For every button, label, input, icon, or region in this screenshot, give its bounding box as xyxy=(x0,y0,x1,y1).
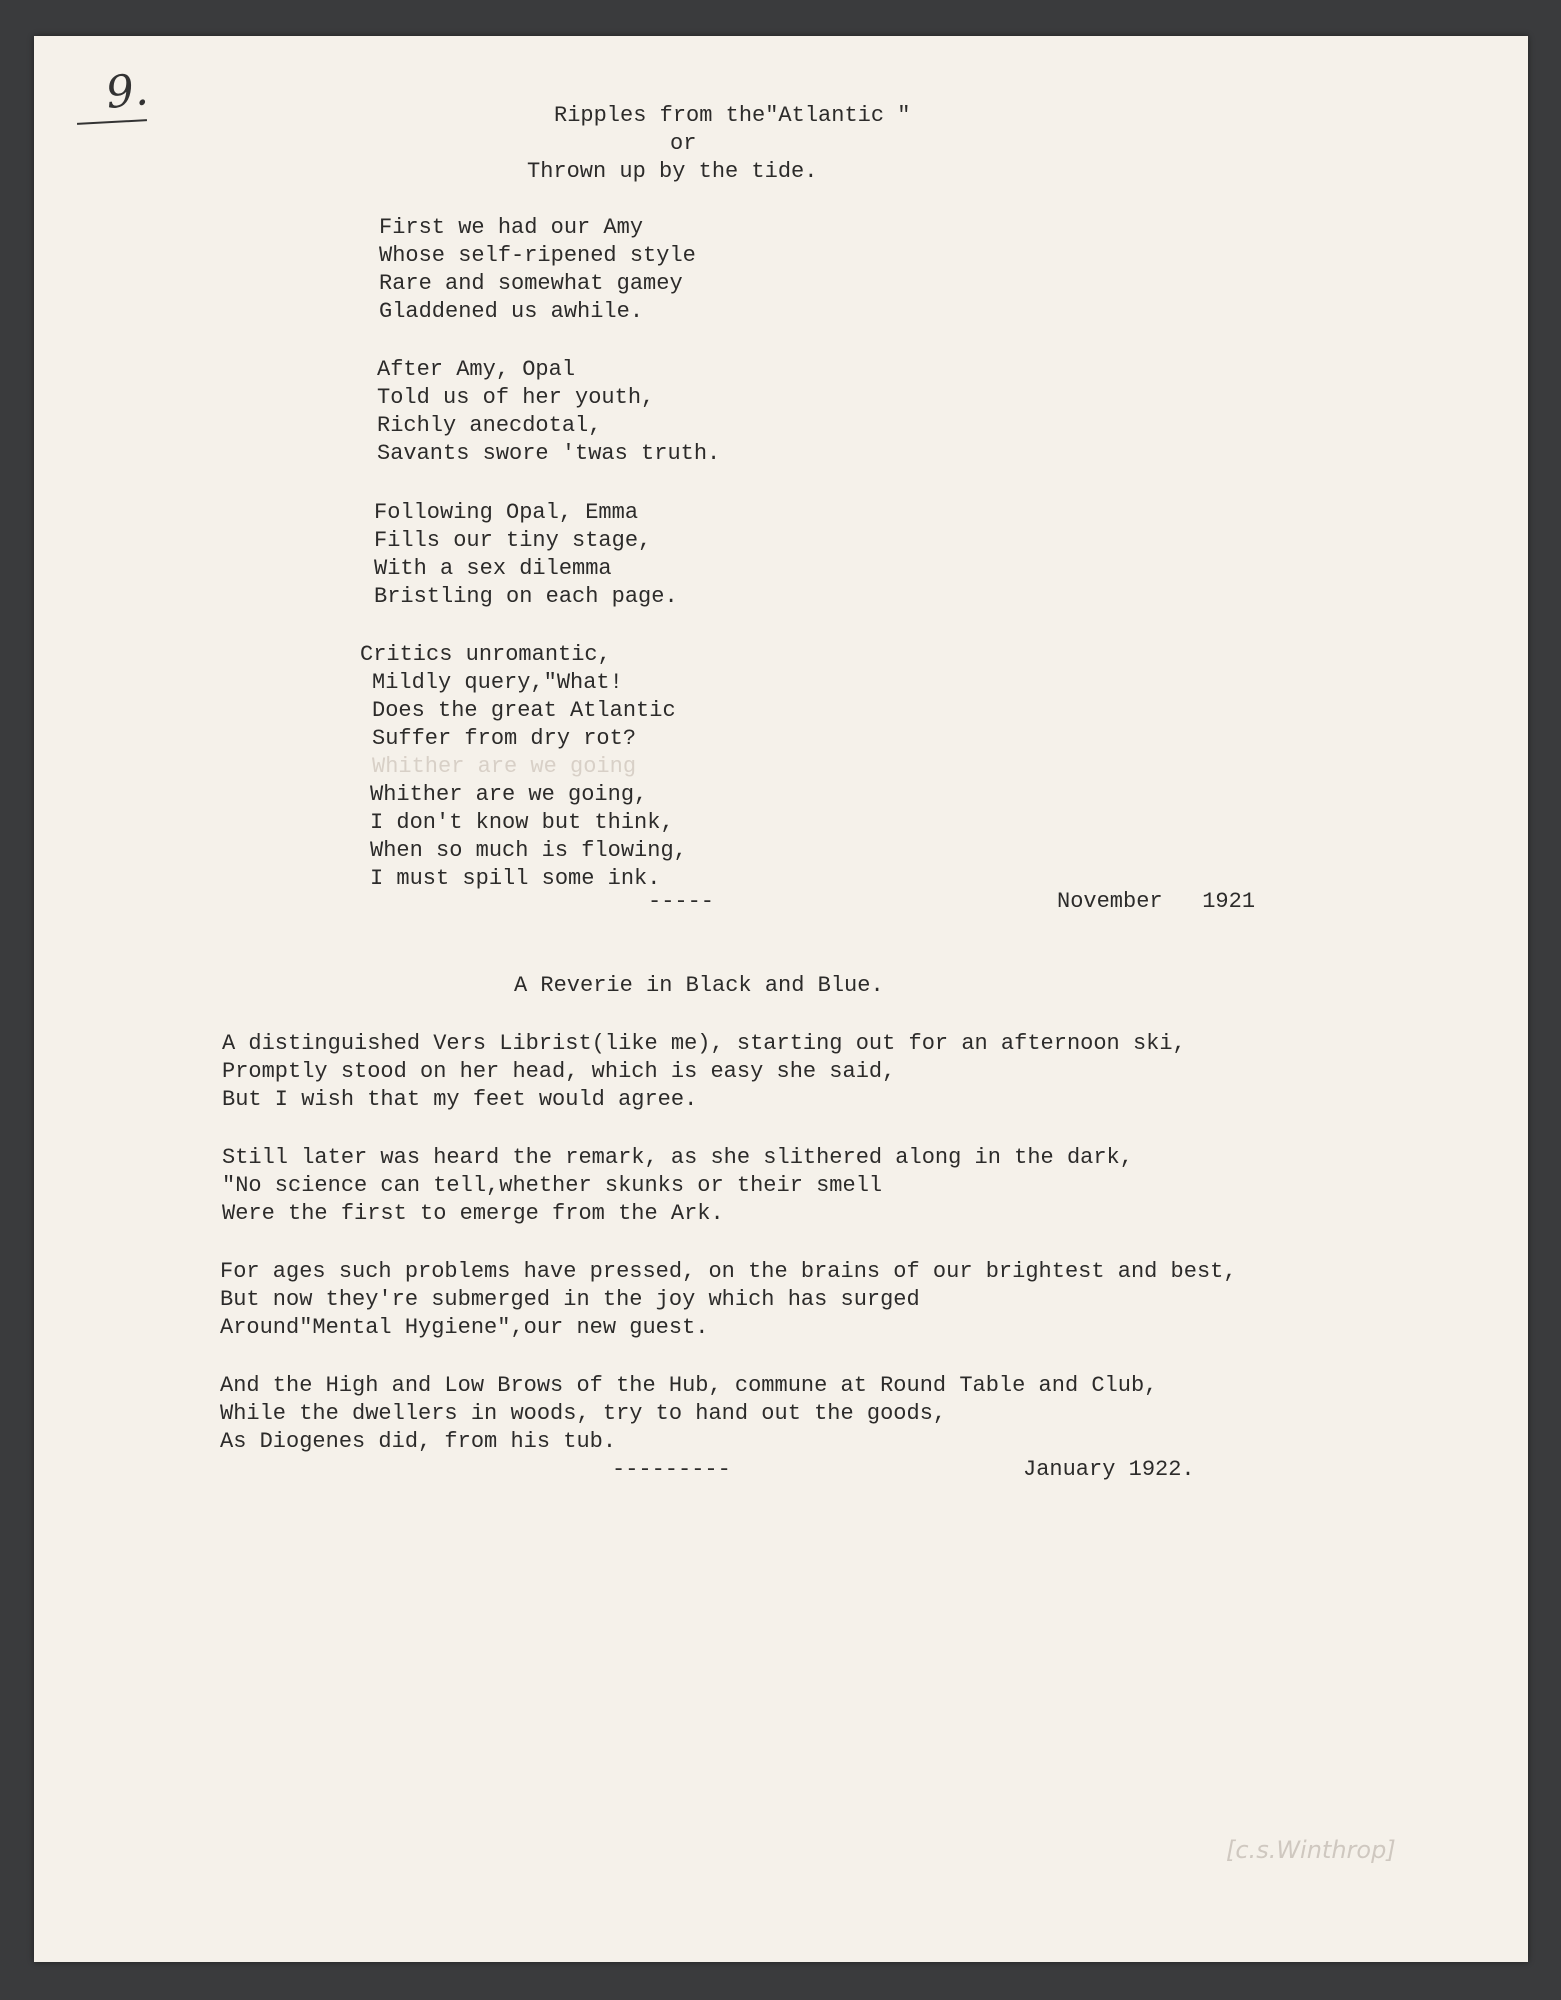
poem1-line: Suffer from dry rot? xyxy=(372,726,637,751)
poem2-title: A Reverie in Black and Blue. xyxy=(514,973,884,998)
poem1-line: With a sex dilemma xyxy=(374,556,612,581)
poem1-line: Richly anecdotal, xyxy=(377,413,602,438)
poem2-line: And the High and Low Brows of the Hub, commune at Round Table and Club, xyxy=(220,1373,1158,1398)
poem1-line: Bristling on each page. xyxy=(374,584,678,609)
poem1-line: Told us of her youth, xyxy=(377,385,655,410)
poem1-line: After Amy, Opal xyxy=(377,357,576,382)
poem1-line: First we had our Amy xyxy=(379,215,644,240)
poem1-faint-line: Whither are we going xyxy=(372,754,637,779)
poem1-line: Fills our tiny stage, xyxy=(374,528,652,553)
poem1-end-mark: ----- xyxy=(648,889,715,914)
poem2-line: Around"Mental Hygiene",our new guest. xyxy=(220,1315,709,1340)
poem2-line: "No science can tell,whether skunks or their smell xyxy=(222,1173,883,1198)
poem1-line: I must spill some ink. xyxy=(370,866,661,891)
page-number: 9. xyxy=(103,63,151,120)
poem1-line: Does the great Atlantic xyxy=(372,698,676,723)
poem1-line: Gladdened us awhile. xyxy=(379,299,644,324)
poem1-line: When so much is flowing, xyxy=(370,838,687,863)
poem2-date: January 1922. xyxy=(1023,1457,1195,1482)
poem1-line: Savants swore 'twas truth. xyxy=(377,441,721,466)
poem2-line: But now they're submerged in the joy which has surged xyxy=(220,1287,920,1312)
poem2-end-mark: --------- xyxy=(612,1457,731,1482)
poem1-line: Whose self-ripened style xyxy=(379,243,696,268)
poem1-line: Whither are we going, xyxy=(370,782,648,807)
poem2-line: For ages such problems have pressed, on the brains of our brightest and best, xyxy=(220,1259,1237,1284)
poem2-line: A distinguished Vers Librist(like me), starting out for an afternoon ski, xyxy=(222,1031,1186,1056)
poem1-line: Critics unromantic, xyxy=(360,642,611,667)
poem2-line: Promptly stood on her head, which is easy she said, xyxy=(222,1059,896,1084)
poem1-date: November 1921 xyxy=(1057,889,1256,914)
pencil-attribution-note: [c.s.Winthrop] xyxy=(1226,1836,1396,1864)
poem1-line: Rare and somewhat gamey xyxy=(379,271,683,296)
poem1-line: I don't know but think, xyxy=(370,810,674,835)
poem2-line: As Diogenes did, from his tub. xyxy=(220,1429,617,1454)
poem2-line: Still later was heard the remark, as she slithered along in the dark, xyxy=(222,1145,1133,1170)
page-number-underline xyxy=(77,119,147,125)
poem2-line: But I wish that my feet would agree. xyxy=(222,1087,698,1112)
typescript-page xyxy=(34,36,1528,1962)
poem2-line: Were the first to emerge from the Ark. xyxy=(222,1201,724,1226)
poem2-line: While the dwellers in woods, try to hand out the goods, xyxy=(220,1401,947,1426)
poem1-line: Following Opal, Emma xyxy=(374,500,639,525)
poem1-or: or xyxy=(670,131,697,156)
poem1-subtitle: Thrown up by the tide. xyxy=(527,159,818,184)
poem1-line: Mildly query,"What! xyxy=(372,670,623,695)
poem1-title: Ripples from the"Atlantic " xyxy=(554,103,911,128)
